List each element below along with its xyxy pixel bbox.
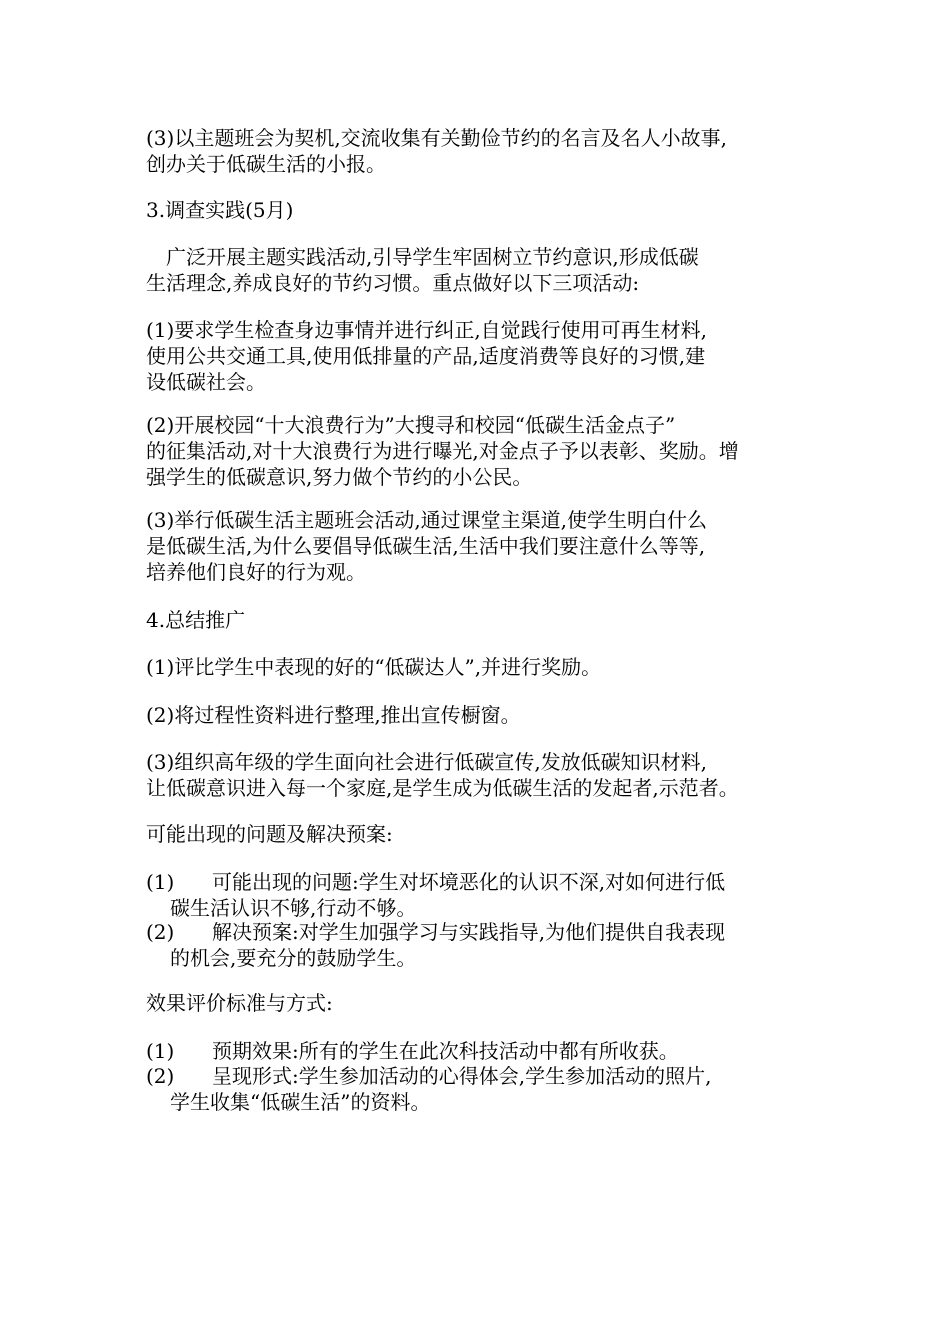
paragraph-summary-3 bbox=[146, 749, 826, 801]
text-line: (3)举行低碳生活主题班会活动,通过课堂主渠道,使学生明白什么 bbox=[146, 508, 708, 532]
section-heading-summary: 4.总结推广 bbox=[146, 608, 246, 632]
text-line: 使用公共交通工具,使用低排量的产品,适度消费等良好的习惯,建 bbox=[146, 344, 706, 368]
text-line: 广泛开展主题实践活动,引导学生牢固树立节约意识,形成低碳 bbox=[146, 245, 699, 269]
text-line: (3)组织高年级的学生面向社会进行低碳宣传,发放低碳知识材料, bbox=[146, 750, 708, 774]
list-number: (2) bbox=[146, 920, 175, 944]
text-line: 创办关于低碳生活的小报。 bbox=[146, 152, 386, 176]
text-line: 的机会,要充分的鼓励学生。 bbox=[170, 946, 417, 970]
text-line: (1)要求学生检查身边事情并进行纠正,自觉践行使用可再生材料, bbox=[146, 318, 708, 342]
text-line: 碳生活认识不够,行动不够。 bbox=[170, 896, 417, 920]
text-line: 解决预案:对学生加强学习与实践指导,为他们提供自我表现 bbox=[212, 920, 726, 944]
paragraph-summary-2: (2)将过程性资料进行整理,推出宣传橱窗。 bbox=[146, 703, 521, 727]
text-line: 生活理念,养成良好的节约习惯。重点做好以下三项活动: bbox=[146, 271, 640, 295]
text-line: (3)以主题班会为契机,交流收集有关勤俭节约的名言及名人小故事, bbox=[146, 126, 728, 150]
paragraph-activity-2 bbox=[146, 412, 826, 490]
paragraph-activity-3 bbox=[146, 507, 826, 585]
text-line: 让低碳意识进入每一个家庭,是学生成为低碳生活的发起者,示范者。 bbox=[146, 776, 739, 800]
text-line: 的征集活动,对十大浪费行为进行曝光,对金点子予以表彰、奖励。增 bbox=[146, 439, 739, 463]
text-line: 培养他们良好的行为观。 bbox=[146, 560, 366, 584]
list-number: (2) bbox=[146, 1064, 175, 1088]
list-item-evaluation-1 bbox=[146, 1038, 826, 1064]
text-line: (2)开展校园“十大浪费行为”大搜寻和校园“低碳生活金点子” bbox=[146, 413, 676, 437]
list-item-problem-2 bbox=[146, 919, 826, 971]
section-heading-evaluation: 效果评价标准与方式: bbox=[146, 991, 333, 1015]
text-line: 预期效果:所有的学生在此次科技活动中都有所收获。 bbox=[212, 1039, 679, 1063]
text-line: 学生收集“低碳生活”的资料。 bbox=[170, 1090, 431, 1114]
list-item-evaluation-2 bbox=[146, 1063, 826, 1115]
section-heading-survey-practice: 3.调查实践(5月) bbox=[146, 198, 294, 222]
list-item-problem-1 bbox=[146, 869, 826, 921]
paragraph-summary-1: (1)评比学生中表现的好的“低碳达人”,并进行奖励。 bbox=[146, 655, 602, 679]
text-line: 是低碳生活,为什么要倡导低碳生活,生活中我们要注意什么等等, bbox=[146, 534, 706, 558]
text-line: 可能出现的问题:学生对坏境恶化的认识不深,对如何进行低 bbox=[212, 870, 726, 894]
text-line: 强学生的低碳意识,努力做个节约的小公民。 bbox=[146, 465, 533, 489]
paragraph-theme-meeting bbox=[146, 125, 826, 177]
section-heading-problems: 可能出现的问题及解决预案: bbox=[146, 822, 393, 846]
paragraph-practice-intro bbox=[146, 244, 826, 296]
list-number: (1) bbox=[146, 870, 175, 894]
text-line: 设低碳社会。 bbox=[146, 370, 266, 394]
text-line: 呈现形式:学生参加活动的心得体会,学生参加活动的照片, bbox=[212, 1064, 712, 1088]
paragraph-activity-1 bbox=[146, 317, 826, 395]
list-number: (1) bbox=[146, 1039, 175, 1063]
